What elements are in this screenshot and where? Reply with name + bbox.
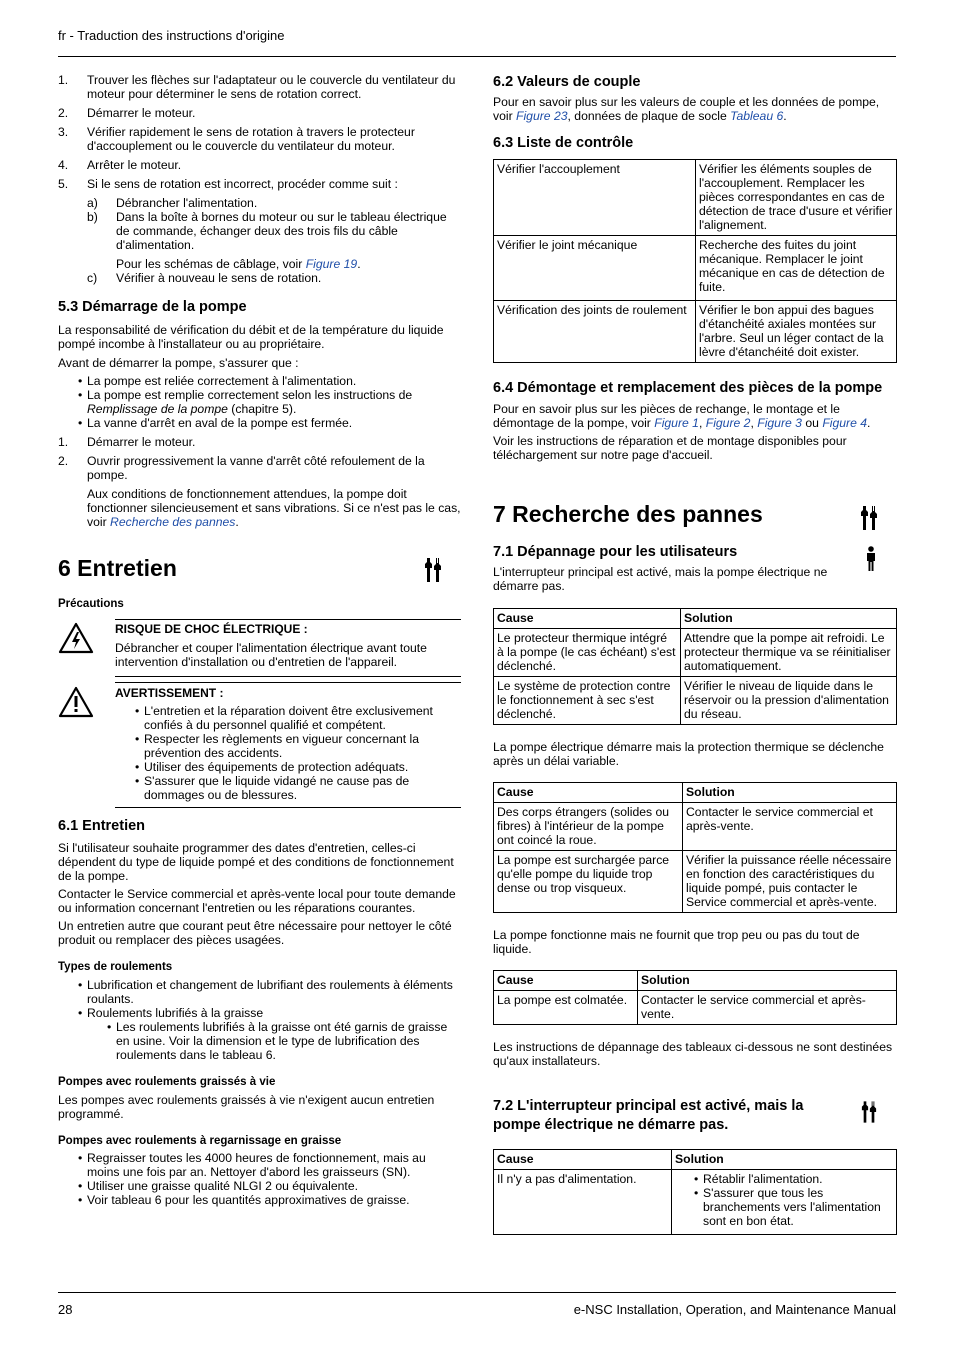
figure-2-link[interactable]: Figure 2 — [705, 416, 751, 430]
step-text: Si le sens de rotation est incorrect, procéder comme suit : — [87, 177, 398, 191]
page-number: 28 — [58, 1302, 73, 1317]
table-header-cell: Cause — [494, 971, 638, 991]
note-text: Pour les schémas de câblage, voir — [116, 257, 306, 271]
left-column — [58, 73, 461, 529]
bullet: • La vanne d'arrêt en aval de la pompe est fermée. — [78, 416, 461, 430]
step-num: 1. — [58, 435, 69, 449]
s62-text-a: Pour en savoir plus sur les valeurs de couple et les données de pompe, voir — [493, 95, 880, 123]
tools-icon — [861, 1099, 877, 1125]
table-row — [494, 301, 897, 363]
warning-box — [115, 686, 461, 802]
s61-p1: Si l'utilisateur souhaite programmer des dates d'entretien, celles-ci dépendent du type de liquide pompé et des conditions de fonctionnement de la pompe. — [58, 841, 454, 883]
note-end: . — [235, 515, 239, 529]
table-cell: Contacter le service commercial et après-vente. — [638, 991, 897, 1025]
sep: , — [750, 416, 758, 430]
footer-rule — [58, 1292, 896, 1293]
risk-rule-top — [115, 619, 461, 620]
section-7-2 — [493, 1097, 897, 1235]
sub-text: Dans la boîte à bornes du moteur ou sur le tableau électrique de commande, échanger deux des trois fils du câble d'alimentation. — [116, 210, 447, 252]
sub-bullets — [78, 1020, 461, 1062]
s71-intro3: La pompe fonctionne mais ne fournit que trop peu ou pas du tout de liquide. — [493, 928, 860, 956]
risk-text: Débrancher et couper l'alimentation électrique avant toute intervention d'installation ou d'entretien de l'appareil. — [115, 641, 427, 669]
table-row — [494, 629, 897, 677]
table-6-link[interactable]: Tableau 6 — [730, 109, 784, 123]
bearing-types-list — [58, 978, 461, 1062]
s64-text: Pour en savoir plus sur les pièces de rechange, le montage et le démontage de la pompe, voir — [493, 402, 840, 430]
table-cell: Le protecteur thermique intégré à la pompe (le cas échéant) s'est déclenché. — [494, 629, 681, 677]
step-text: Démarrer le moteur. — [87, 106, 196, 120]
warning-bullet: • Respecter les règlements en vigueur concernant la prévention des accidents. — [135, 732, 461, 760]
table-cell: Vérifier le bon appui des bagues d'étanchéité axiales montées sur l'arbre. Seul un léger contact de la lèvre d'étanchéité doit exister. — [696, 301, 897, 363]
step-text: Vérifier rapidement le sens de rotation à travers le protecteur d'accouplement ou le couvercle du ventilateur du moteur. — [87, 125, 415, 153]
step-4 — [58, 158, 461, 172]
warning-bullet: • Utiliser des équipements de protection adéquats. — [135, 760, 461, 774]
sub-num: a) — [87, 196, 98, 210]
table-header-cell: Solution — [681, 609, 897, 629]
s53-step2-note — [58, 487, 461, 529]
table-header-cell: Solution — [683, 783, 897, 803]
table-row — [494, 1170, 897, 1235]
bullet-end: (chapitre 5). — [227, 402, 297, 416]
troubleshoot-table-1 — [493, 608, 897, 725]
table-cell: Le système de protection contre le fonctionnement à sec s'est déclenché. — [494, 677, 681, 725]
warning-bullet: • S'assurer que le liquide vidangé ne cause pas de dommages ou de blessures. — [135, 774, 461, 802]
figure-1-link[interactable]: Figure 1 — [654, 416, 699, 430]
step-text: Ouvrir progressivement la vanne d'arrêt côté refoulement de la pompe. — [87, 454, 425, 482]
troubleshoot-table-2 — [493, 782, 897, 913]
bullet — [78, 388, 461, 416]
right-column-top — [493, 73, 897, 462]
sub-step-a — [87, 196, 461, 210]
bullet: • Roulements lubrifiés à la graisse — [78, 1006, 461, 1020]
solution-bullet: • S'assurer que tous les branchements vers l'alimentation sont en bon état. — [694, 1186, 893, 1228]
lifetime-greased-heading: Pompes avec roulements graissés à vie — [58, 1076, 276, 1088]
step-1 — [58, 73, 461, 101]
s62-text — [493, 95, 897, 123]
table-header-cell: Cause — [494, 609, 681, 629]
sub-num: b) — [87, 210, 98, 224]
table-cell: Vérifier le niveau de liquide dans le réservoir ou la pression d'alimentation du réseau. — [681, 677, 897, 725]
table-header-row — [494, 1150, 897, 1170]
section-6-2-title: 6.2 Valeurs de couple — [493, 74, 641, 90]
warning-title: AVERTISSEMENT : — [115, 686, 224, 700]
person-icon — [864, 546, 878, 572]
tools-icon — [860, 504, 878, 532]
note-end: . — [357, 257, 361, 271]
s53-p1: La responsabilité de vérification du débit et de la température du liquide pompé incombe à l'installateur ou au propriétaire. — [58, 323, 444, 351]
s62-text-end: . — [783, 109, 787, 123]
step-2 — [58, 106, 461, 120]
wiring-note — [87, 257, 461, 271]
s71-intro2: La pompe électrique démarre mais la protection thermique se déclenche après un délai variable. — [493, 740, 884, 768]
regreasing-heading: Pompes avec roulements à regarnissage en graisse — [58, 1135, 342, 1147]
table-row — [494, 991, 897, 1025]
section-6-3-title: 6.3 Liste de contrôle — [493, 135, 634, 151]
steps-top — [58, 73, 461, 285]
section-7-1-title: 7.1 Dépannage pour les utilisateurs — [493, 544, 738, 560]
table-row — [494, 160, 897, 236]
table-row — [494, 851, 897, 913]
s53-step-1 — [58, 435, 461, 449]
s61-p3: Un entretien autre que courant peut être nécessaire pour nettoyer le côté produit ou remplacer des pièces usagées. — [58, 919, 452, 947]
sep: , — [698, 416, 706, 430]
s71-note: Les instructions de dépannage des tableaux ci-dessous ne sont destinées qu'aux installateurs. — [493, 1040, 893, 1068]
table-cell: Vérifier le joint mécanique — [494, 236, 696, 301]
section-7-1 — [493, 543, 897, 1068]
step-num: 2. — [58, 106, 69, 120]
warn-rule-top — [115, 682, 461, 683]
table-header-cell: Solution — [638, 971, 897, 991]
table-header-cell: Solution — [672, 1150, 897, 1170]
warning-bullet: • L'entretien et la réparation doivent être exclusivement confiés à du personnel qualifié et compétent. — [135, 704, 461, 732]
table-cell: Contacter le service commercial et après-vente. — [683, 803, 897, 851]
section-6-4-title: 6.4 Démontage et remplacement des pièces de la pompe — [493, 380, 883, 396]
solution-bullet: • Rétablir l'alimentation. — [694, 1172, 893, 1186]
bullet: • Regraisser toutes les 4000 heures de fonctionnement, mais au moins une fois par an. Nettoyer d'abord les graisseurs (SN). — [78, 1151, 461, 1179]
table-cell — [672, 1170, 897, 1235]
table-cell: Vérifier les éléments souples de l'accouplement. Remplacer les pièces correspondantes en cas de détection de trace d'usure et vérifier l'alignement. — [696, 160, 897, 236]
risk-box — [115, 622, 461, 669]
table-cell: Il n'y a pas d'alimentation. — [494, 1170, 672, 1235]
tools-icon — [424, 556, 442, 584]
bullet-text: La pompe est remplie correctement selon les instructions de — [87, 388, 413, 402]
sub-step-b — [87, 210, 461, 252]
table-header-row — [494, 783, 897, 803]
section-5-3-title: 5.3 Démarrage de la pompe — [58, 299, 247, 315]
sub-text: Vérifier à nouveau le sens de rotation. — [116, 271, 322, 285]
risk-title: RISQUE DE CHOC ÉLECTRIQUE : — [115, 622, 308, 636]
risk-rule-bottom — [115, 676, 461, 677]
table-row — [494, 803, 897, 851]
table-cell: Vérification des joints de roulement — [494, 301, 696, 363]
s53-step-2 — [58, 454, 461, 482]
table-cell: La pompe est surchargée parce qu'elle pompe du liquide trop dense ou trop visqueux. — [494, 851, 683, 913]
table-cell: Vérifier l'accouplement — [494, 160, 696, 236]
warn-rule-bottom — [115, 807, 461, 808]
bullet: • La pompe est reliée correctement à l'alimentation. — [78, 374, 461, 388]
table-header-cell: Cause — [494, 1150, 672, 1170]
bullet-italic: Remplissage de la pompe — [87, 402, 228, 416]
troubleshoot-table-4 — [493, 1149, 897, 1235]
section-7-title: 7 Recherche des pannes — [493, 501, 763, 527]
warning-icon — [58, 686, 94, 718]
table-cell: Attendre que la pompe ait refroidi. Le protecteur thermique va se réinitialiser automatiquement. — [681, 629, 897, 677]
precautions-label: Précautions — [58, 598, 124, 610]
step-num: 4. — [58, 158, 69, 172]
figure-19-link[interactable]: Figure 19 — [305, 257, 358, 271]
sub-bullet: • Les roulements lubrifiés à la graisse ont été garnis de graisse en usine. Voir la dimension et le type de lubrification des roulements dans le tableau 6. — [107, 1020, 461, 1062]
table-header-row — [494, 971, 897, 991]
table-cell: Recherche des fuites du joint mécanique. Remplacer le joint mécanique en cas de détection de fuite. — [696, 236, 897, 301]
table-row — [494, 677, 897, 725]
bullet: • Utiliser une graisse qualité NLGI 2 ou équivalente. — [78, 1179, 461, 1193]
table-row — [494, 236, 897, 301]
troubleshooting-link[interactable]: Recherche des pannes — [110, 515, 236, 529]
regreasing-list — [58, 1151, 461, 1207]
section-6-1-title: 6.1 Entretien — [58, 818, 146, 834]
step-3 — [58, 125, 461, 153]
s61-p2: Contacter le Service commercial et après-vente local pour toute demande ou information concernant l'entretien ou les réparations courantes. — [58, 887, 456, 915]
warning-bullets — [115, 704, 461, 802]
table-cell: Vérifier la puissance réelle nécessaire en fonction des caractéristiques du liquide pompé, puis contacter le Service commercial et après-vente. — [683, 851, 897, 913]
sub-num: c) — [87, 271, 98, 285]
page-header: fr - Traduction des instructions d'origine — [58, 28, 285, 43]
table-cell: La pompe est colmatée. — [494, 991, 638, 1025]
s64-p2: Voir les instructions de réparation et de montage disponibles pour téléchargement sur notre page d'accueil. — [493, 434, 847, 462]
substeps — [58, 196, 461, 285]
troubleshoot-table-3 — [493, 970, 897, 1025]
checklist-table — [493, 159, 897, 363]
step-text: Démarrer le moteur. — [87, 435, 196, 449]
bearing-types-heading: Types de roulements — [58, 961, 173, 973]
section-6-title: 6 Entretien — [58, 555, 177, 581]
s53-bullets — [58, 374, 461, 430]
note-text: Aux conditions de fonctionnement attendues, la pompe doit fonctionner silencieusement et sans vibrations. Si ce n'est pas le cas, voir — [87, 487, 461, 529]
figure-23-link[interactable]: Figure 23 — [516, 109, 568, 123]
s62-text-mid: , données de plaque de socle — [567, 109, 731, 123]
sub-step-c — [87, 271, 461, 285]
header-rule — [58, 56, 896, 57]
step-5 — [58, 177, 461, 191]
step-num: 3. — [58, 125, 69, 139]
figure-4-link[interactable]: Figure 4 — [822, 416, 868, 430]
step-num: 5. — [58, 177, 69, 191]
s64-end: . — [867, 416, 871, 430]
section-6-1 — [58, 817, 461, 1207]
figure-3-link[interactable]: Figure 3 — [757, 416, 802, 430]
step-text: Trouver les flèches sur l'adaptateur ou le couvercle du ventilateur du moteur pour déterminer le sens de rotation correct. — [87, 73, 456, 101]
footer-title: e-NSC Installation, Operation, and Maintenance Manual — [573, 1302, 896, 1317]
step-num: 2. — [58, 454, 69, 468]
s64-p1 — [493, 402, 897, 430]
section-7-2-title: 7.2 L'interrupteur principal est activé, mais la pompe électrique ne démarre pas. — [493, 1098, 804, 1133]
s71-intro: L'interrupteur principal est activé, mais la pompe électrique ne démarre pas. — [493, 565, 828, 593]
sep: ou — [801, 416, 823, 430]
electric-hazard-icon — [58, 622, 94, 654]
step-text: Arrêter le moteur. — [87, 158, 182, 172]
sub-text: Débrancher l'alimentation. — [116, 196, 258, 210]
table-cell: Des corps étrangers (solides ou fibres) à l'intérieur de la pompe ont coincé la roue. — [494, 803, 683, 851]
table-header-cell: Cause — [494, 783, 683, 803]
lifetime-greased-text: Les pompes avec roulements graissés à vie n'exigent aucun entretien programmé. — [58, 1093, 435, 1121]
s53-p2: Avant de démarrer la pompe, s'assurer que : — [58, 356, 299, 370]
bullet: • Lubrification et changement de lubrifiant des roulements à éléments roulants. — [78, 978, 461, 1006]
bullet: • Voir tableau 6 pour les quantités approximatives de graisse. — [78, 1193, 461, 1207]
table-header-row — [494, 609, 897, 629]
step-num: 1. — [58, 73, 69, 87]
